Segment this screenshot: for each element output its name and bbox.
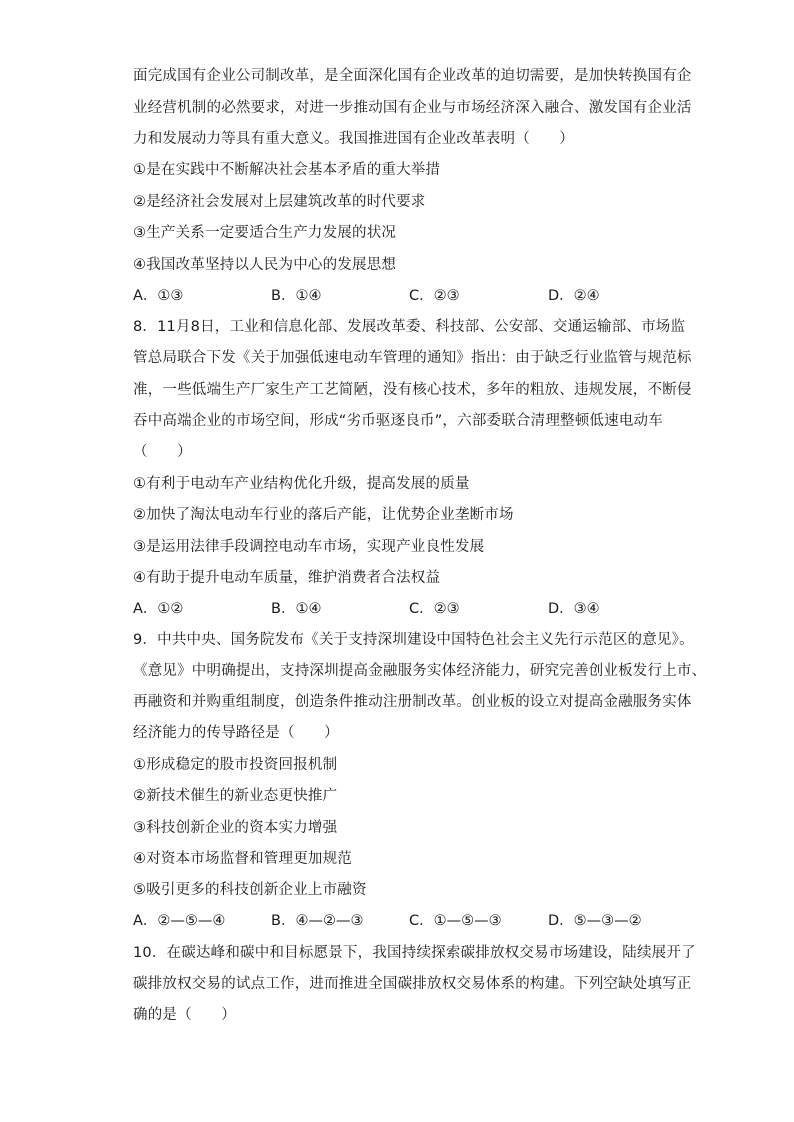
option-d: D．②④: [548, 288, 600, 304]
question-8-text-line: （ ）: [133, 444, 192, 460]
statement-1: ①是在实践中不断解决社会基本矛盾的重大举措: [133, 162, 441, 178]
question-text-line: 面完成国有企业公司制改革，是全面深化国有企业改革的迫切需要，是加快转换国有企: [133, 68, 692, 84]
question-9-text-line: 《意见》中明确提出，支持深圳提高金融服务实体经济能力，研究完善创业板发行上市、: [133, 663, 707, 679]
question-8-text-line: 管总局联合下发《关于加强低速电动车管理的通知》指出：由于缺乏行业监管与规范标: [133, 350, 692, 366]
question-9-text-line: 再融资和并购重组制度，创造条件推动注册制改革。创业板的设立对提高金融服务实体: [133, 694, 692, 710]
statement-2: ②是经济社会发展对上层建筑改革的时代要求: [133, 194, 426, 210]
option-b: B．①④: [271, 288, 322, 304]
question-8-text-line: 准，一些低端生产厂家生产工艺简陋，没有核心技术，多年的粗放、违规发展，不断侵: [133, 382, 692, 398]
option-d: D．③④: [548, 601, 600, 617]
statement-3: ③是运用法律手段调控电动车市场，实现产业良性发展: [133, 539, 485, 555]
question-8-text-line: 8．11月8日，工业和信息化部、发展改革委、科技部、公安部、交通运输部、市场监: [133, 319, 686, 335]
question-text-line: 力和发展动力等具有重大意义。我国推进国有企业改革表明（ ）: [133, 131, 574, 147]
option-c: C．②③: [409, 601, 460, 617]
statement-2: ②新技术催生的新业态更快推广: [133, 788, 338, 804]
option-d: D．⑤—③—②: [548, 913, 642, 929]
option-a: A．②—⑤—④: [133, 913, 226, 929]
statement-1: ①有利于电动车产业结构优化升级，提高发展的质量: [133, 476, 470, 492]
statement-4: ④有助于提升电动车质量，维护消费者合法权益: [133, 570, 441, 586]
option-a: A．①②: [133, 601, 184, 617]
statement-3: ③科技创新企业的资本实力增强: [133, 820, 338, 836]
option-a: A．①③: [133, 288, 184, 304]
option-b: B．①④: [271, 601, 322, 617]
statement-4: ④对资本市场监督和管理更加规范: [133, 851, 352, 867]
question-10-text-line: 10．在碳达峰和碳中和目标愿景下，我国持续探索碳排放权交易市场建设，陆续展开了: [133, 945, 696, 961]
question-text-line: 业经营机制的必然要求，对进一步推动国有企业与市场经济深入融合、激发国有企业活: [133, 100, 692, 116]
option-b: B．④—②—③: [271, 913, 364, 929]
statement-3: ③生产关系一定要适合生产力发展的状况: [133, 225, 397, 241]
question-8-text-line: 吞中高端企业的市场空间，形成“劣币驱逐良币”，六部委联合清理整顿低速电动车: [133, 413, 663, 429]
statement-5: ⑤吸引更多的科技创新企业上市融资: [133, 882, 367, 898]
option-c: C．②③: [409, 288, 460, 304]
statement-2: ②加快了淘汰电动车行业的落后产能，让优势企业垄断市场: [133, 507, 514, 523]
statement-1: ①形成稳定的股市投资回报机制: [133, 757, 338, 773]
question-10-text-line: 碳排放权交易的试点工作，进而推进全国碳排放权交易体系的构建。下列空缺处填写正: [133, 976, 692, 992]
option-c: C．①—⑤—③: [409, 913, 502, 929]
question-9-text-line: 9．中共中央、国务院发布《关于支持深圳建设中国特色社会主义先行示范区的意见》。: [133, 632, 694, 648]
statement-4: ④我国改革坚持以人民为中心的发展思想: [133, 257, 397, 273]
question-10-text-line: 确的是（ ）: [133, 1007, 236, 1023]
question-9-text-line: 经济能力的传导路径是（ ）: [133, 725, 339, 741]
